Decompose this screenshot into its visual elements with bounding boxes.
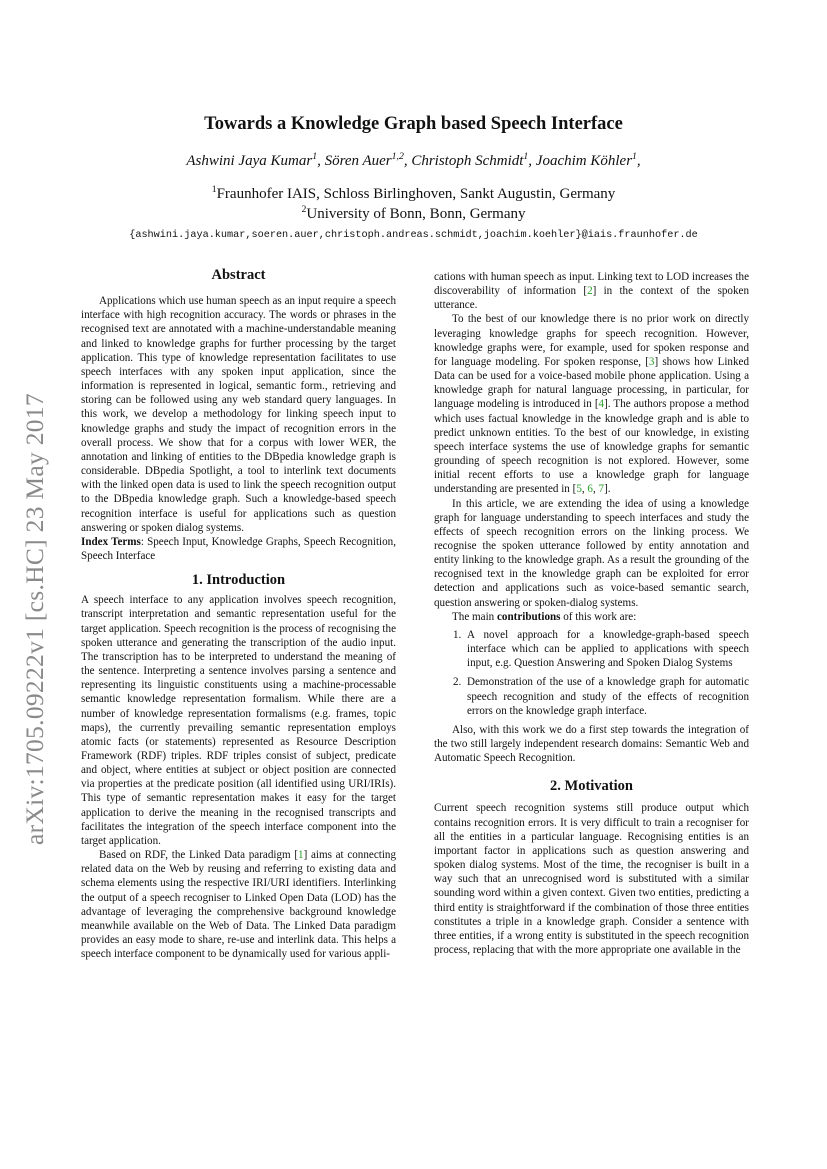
author-sup: 1 [312, 151, 318, 162]
citation-link[interactable]: 5 [576, 483, 582, 496]
text-run: The main [452, 610, 497, 623]
affiliation-sup: 1 [211, 184, 217, 195]
motivation-heading: 2. Motivation [550, 778, 633, 795]
left-column [81, 268, 396, 961]
contributions-bold: contributions [496, 610, 561, 623]
author-emails: {ashwini.jaya.kumar,soeren.auer,christoph.andreas.schmidt,joachim.koehler}@iais.fraunhofer.de [129, 230, 698, 241]
text-run: ]. The authors propose a method which uses factual knowledge in the knowledge graph and is able to predict unknown entities. To the best of our knowledge, in existing speech interface systems the use of knowledge graphs for semantic grounding of speech recognition is not explored. However, some initial recent efforts to use a knowledge graph for language understanding are presented in [ [434, 398, 749, 496]
citation-link[interactable]: 4 [598, 398, 605, 411]
text-run: To the best of our knowledge there is no prior work on directly leveraging knowledge graphs for speech recognition. However, knowledge graphs were, for example, used for spoken response and for language modeling. For spoken response, [ [434, 313, 749, 368]
affiliation-2 [0, 206, 827, 223]
index-terms-text: : Speech Input, Knowledge Graphs, Speech Recognition, Speech Interface [81, 535, 396, 562]
text-run: ]. [604, 483, 611, 496]
text-run: cations with human speech as input. Linking text to LOD increases the discoverability of information [ [434, 271, 749, 298]
index-terms [81, 535, 396, 563]
list-item [434, 628, 749, 670]
affiliation-text: University of Bonn, Bonn, Germany [306, 206, 526, 222]
citation-link[interactable]: 7 [598, 483, 605, 496]
author-sup: 1 [632, 151, 637, 162]
author-name: Christoph Schmidt [411, 153, 524, 169]
citation-link[interactable]: 6 [587, 483, 593, 496]
contributions-intro [434, 610, 749, 624]
affiliation-text: Fraunhofer IAIS, Schloss Birlinghoven, Sankt Augustin, Germany [216, 186, 616, 202]
integration-paragraph: Also, with this work we do a first step towards the integration of the two still largely independent research domains: Semantic Web and Automatic Speech Recognition. [434, 723, 749, 765]
intro-paragraph-1: A speech interface to any application involves speech recognition, transcript interpretation and semantic representation useful for the target application. Speech recognition is the process of recognising the spoken utterance and generating the transcription of the audio input. The transcription has to be interpreted to understand the meaning of the sentence. Interpreting a sentence involves parsing a sentence and representing its linguistic constituents using a machine-processable semantic knowledge representation formalism. While there are a number of knowledge representation formalisms (e.g. frames, topic maps), the currently prevailing semantic representation employs atomic facts (or statements) represented as Resource Description Framework (RDF) triples. RDF triples consist of subject, predicate and object, where entities at subject or object position are connected via properties at the predicate position (all identified using URI/IRIs). This type of semantic representation makes it easy for the target application to derive the meaning in the recognised transcripts and facilitates the integration of the speech interface component into the target application. [81, 594, 396, 847]
text-run: Based on RDF, the Linked Data paradigm [ [99, 849, 299, 862]
index-terms-label: Index Terms [81, 535, 141, 548]
list-number: 1. [453, 628, 462, 641]
article-scope-paragraph: In this article, we are extending the idea of using a knowledge graph for language understanding to speech interfaces and study the effects of speech recognition errors on the linking process. We recognise the spoken utterance followed by entity annotation and entity linking to the knowledge graph. As a result the grounding of the recognised text in the knowledge graph can be exploited for error detection and applications such as voice-based semantic search, question answering or spoken-dialog systems. [434, 497, 749, 609]
author-name: Ashwini Jaya Kumar [186, 153, 313, 169]
motivation-paragraph: Current speech recognition systems still produce output which contains recognition errors. It is very difficult to train a recogniser for all the entities in a particular language. Recognising entities is an important factor in applications such as question answering and spoken dialog systems. Most of the time, the recogniser is built in a way such that an unrecognised word is substituted with a similar sounding word within a given context. Given two entities, predicting a third entity is straightforward if the combination of those three entities constitutes a triple in a knowledge graph. Consider a sentence with three entities, if a wrong entity is substituted in the speech recognition process, replacing that with the more appropriate one available in the [434, 802, 749, 957]
arxiv-stamp: arXiv:1705.09222v1 [cs.HC] 23 May 2017 [20, 393, 49, 845]
related-work-paragraph [434, 312, 749, 496]
citation-link[interactable]: 1 [298, 849, 304, 862]
text-run: , [592, 483, 599, 496]
text-run: ] aims at connecting related data on the Web by reusing and referring to existing data and schema elements using the respective IRI/URI identifiers. Interlinking the output of a speech recogniser to Linked Open Data (LOD) has the advantage of leveraging the comprehensive background knowledge meanwhile available on the Web of Data. The Linked Data paradigm provides an easy mode to share, re-use and interlink data. This helps a speech interface component to be dynamically used for various appli- [81, 849, 396, 961]
right-column [434, 270, 749, 957]
author-name: Joachim Köhler [535, 153, 633, 169]
abstract-text: Applications which use human speech as an input require a speech interface with high recognition accuracy. The words or phrases in the recognised text are annotated with a machine-understandable meaning and linked to knowledge graphs for further processing by the target application. This type of knowledge representation facilitates to use speech interfaces with any spoken input application, since the information is represented in logical, semantic form., retrieving and storing can be followed using any web standard query languages. In this work, we develop a methodology for linking speech input to knowledge graphs and study the impact of recognition errors in the overall process. We show that for a corpus with lower WER, the annotation and linking of entities to the DBpedia knowledge graph is considerable. DBpedia Spotlight, a tool to interlink text documents with the linked open data is used to link the speech recognition output to the DBpedia knowledge graph. Such a knowledge-based speech recognition interface is useful for applications such as question answering or spoken dialog systems. [81, 295, 396, 534]
author-sup: 1 [523, 151, 529, 162]
list-item-text: A novel approach for a knowledge-graph-based speech interface which can be applied to applications with speech input, e.g. Question Answering and Spoken Dialog Systems [467, 628, 749, 670]
author-list: Ashwini Jaya Kumar$^1$, Sören Auer$^{1,2}$, Christoph Schmidt$^1$, Joachim Köhler$^1$, [186, 151, 641, 169]
citation-link[interactable]: 3 [648, 355, 655, 368]
text-run: of this work are: [560, 610, 637, 623]
author-name: Sören Auer [324, 153, 392, 169]
text-run: , [581, 483, 588, 496]
intro-continued-paragraph [434, 270, 749, 312]
text-run: ] shows how Linked Data can be used for a voice-based mobile phone application. Using a knowledge graph for natural language processing, in particular, for language modeling is introduced in [ [434, 355, 749, 411]
list-number: 2. [453, 676, 462, 689]
intro-paragraph-2 [81, 848, 396, 961]
affiliation-sup: 2 [301, 204, 307, 215]
contributions-list [434, 628, 749, 718]
abstract-heading: Abstract [211, 267, 266, 283]
text-run: ] in the context of the spoken utterance. [434, 285, 749, 312]
affiliation-1 [0, 186, 827, 203]
paper-title: Towards a Knowledge Graph based Speech Interface [204, 114, 623, 134]
list-item [434, 675, 749, 717]
list-item-text: Demonstration of the use of a knowledge graph for automatic speech recognition and study of the effects of recognition errors on the knowledge graph interface. [467, 676, 749, 717]
citation-link[interactable]: 2 [587, 285, 593, 298]
introduction-heading: 1. Introduction [191, 572, 286, 589]
author-sup: 1,2 [391, 151, 404, 162]
